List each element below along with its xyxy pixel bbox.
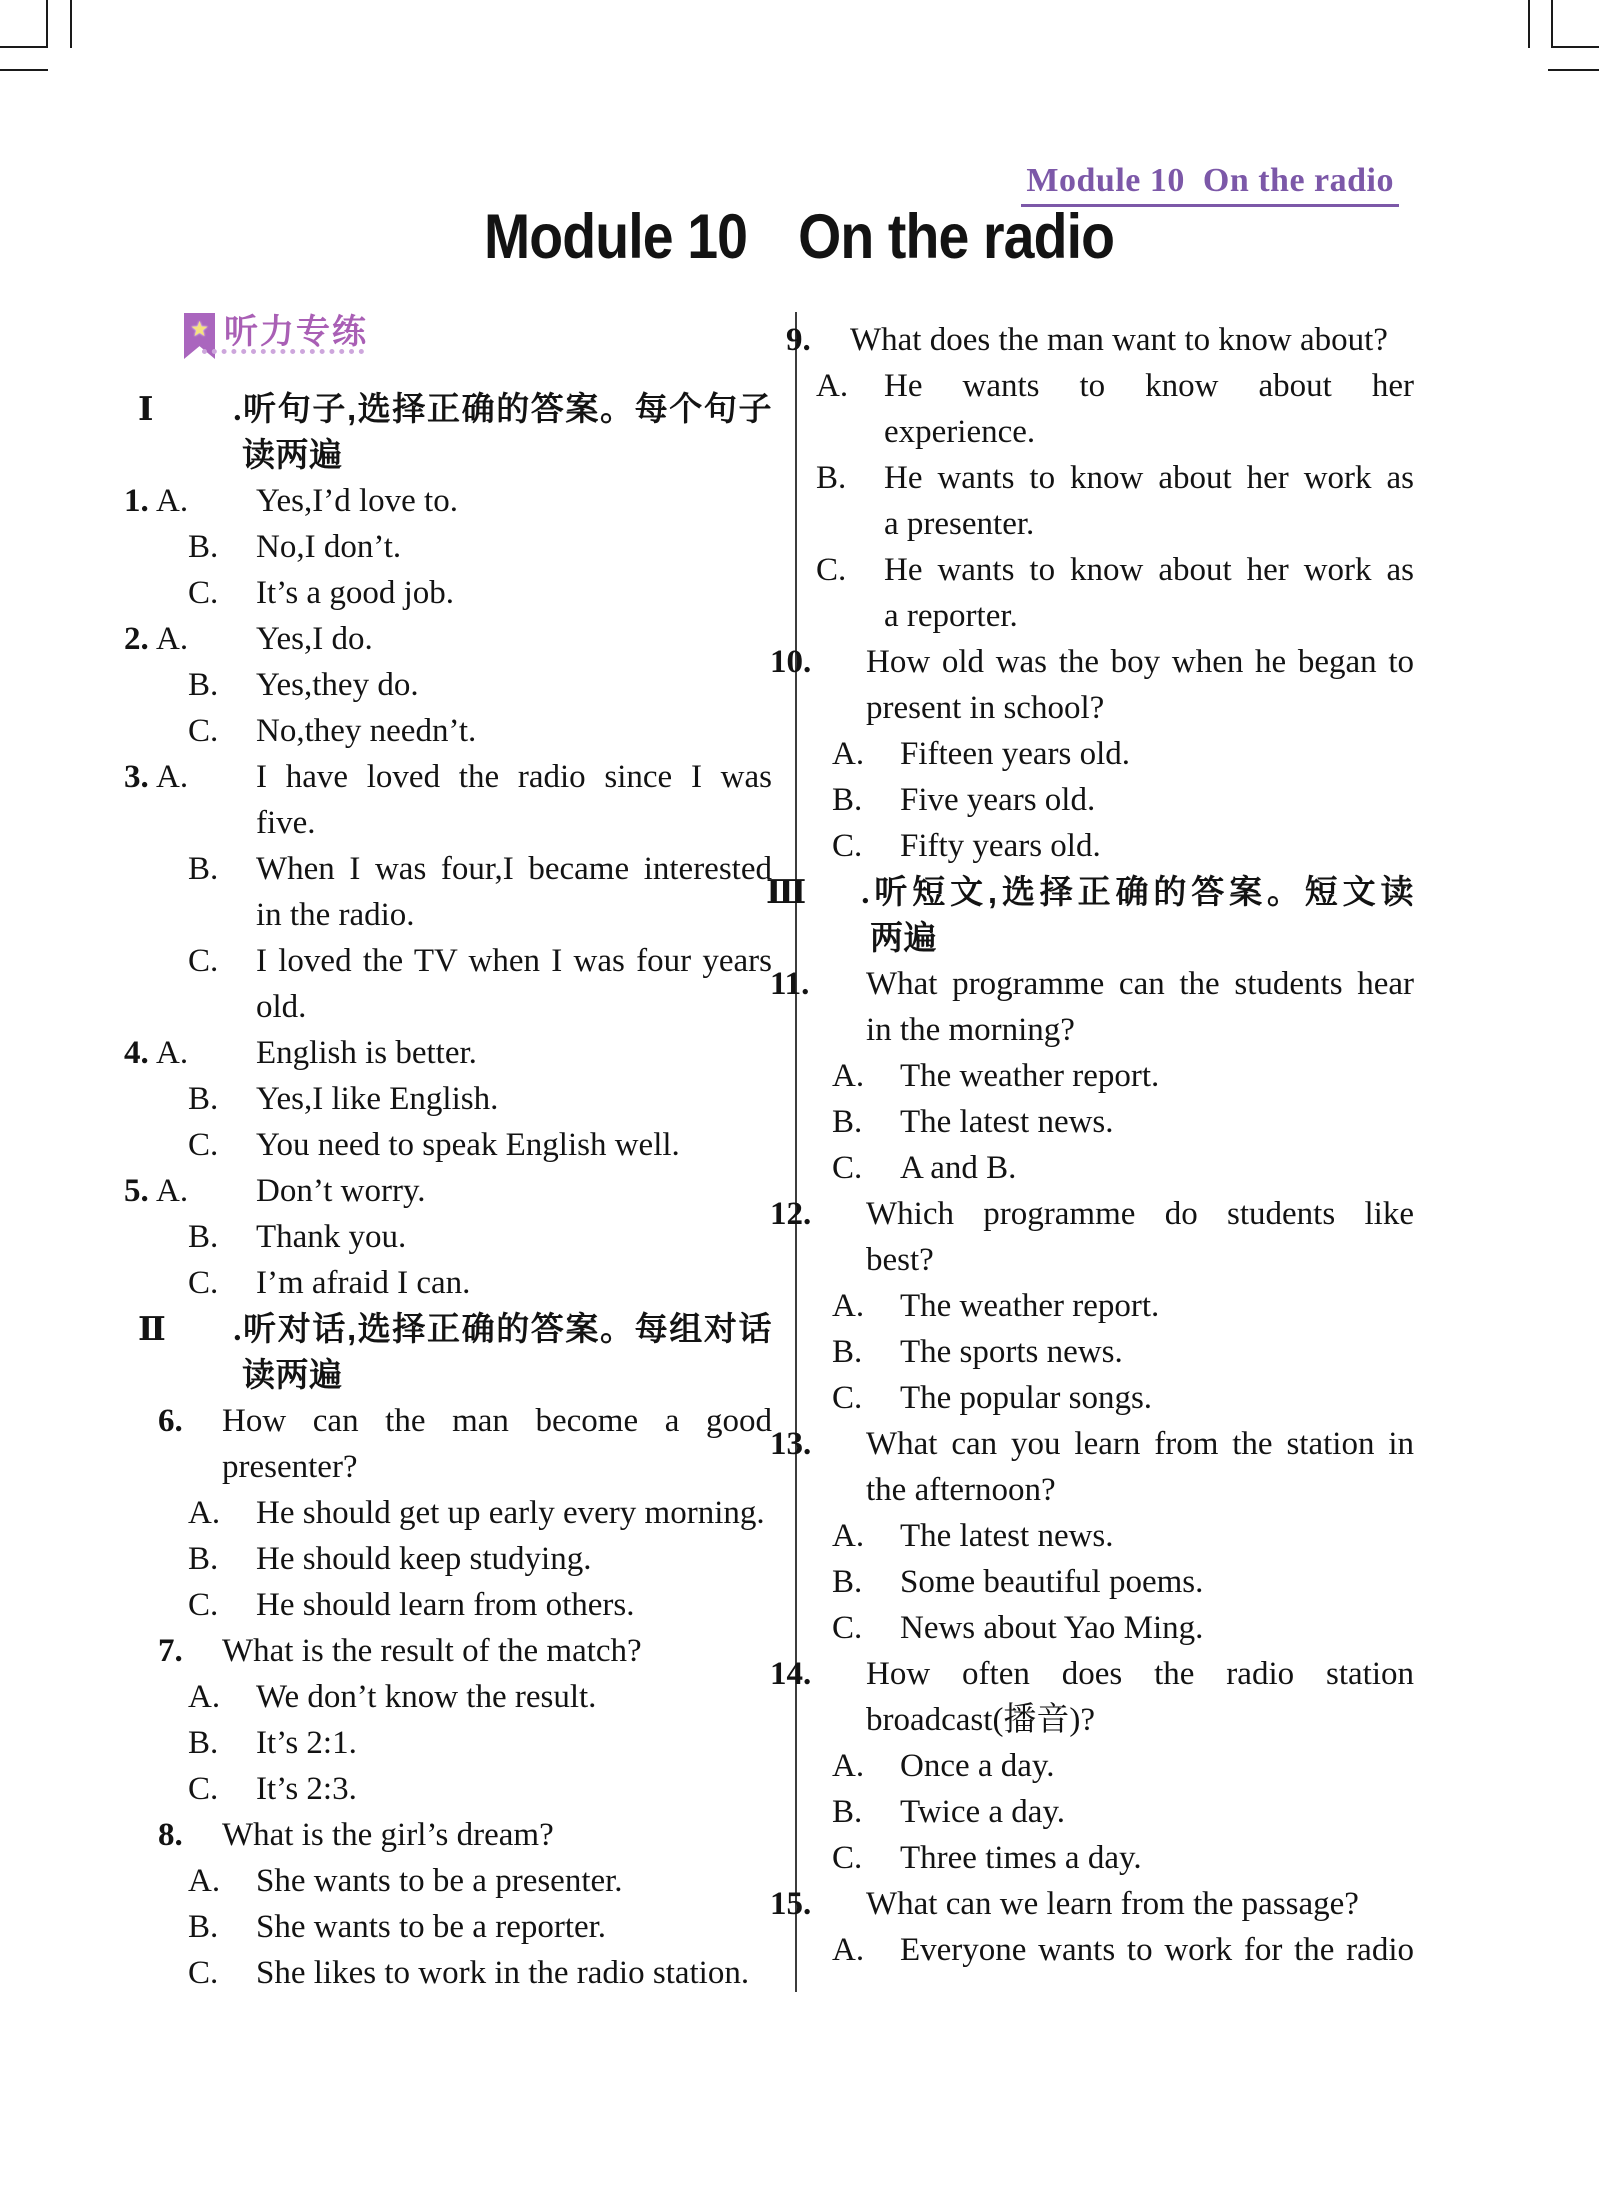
- question-option: [832, 1099, 1414, 1145]
- section-heading: [766, 869, 1414, 961]
- question-number: 13.: [770, 1426, 812, 1462]
- text-line: B. When I was four,I became interested: [256, 846, 772, 892]
- question-stem: [770, 639, 1414, 731]
- corner-mark: [1548, 69, 1599, 71]
- section-heading: [138, 386, 772, 478]
- corner-mark: [70, 0, 72, 48]
- choice-option: [188, 662, 772, 708]
- text-line: A. We don’t know the result.: [256, 1674, 772, 1720]
- title-text: [484, 192, 1114, 282]
- option-letter: C.: [188, 1127, 219, 1163]
- text-line: 8. What is the girl’s dream?: [222, 1812, 772, 1858]
- choice-option: [188, 938, 772, 1030]
- text-line: C. He should learn from others.: [256, 1582, 772, 1628]
- text-line: A. She wants to be a presenter.: [256, 1858, 772, 1904]
- option-letter: B.: [832, 1334, 863, 1370]
- text-line: B. Yes,I like English.: [256, 1076, 772, 1122]
- choice-option: [124, 754, 772, 846]
- question-stem: [770, 1881, 1414, 1927]
- choice-option: [124, 478, 772, 524]
- text-line: in the radio.: [256, 897, 415, 933]
- question-number: 11.: [770, 966, 810, 1002]
- text-line: 读两遍: [242, 436, 343, 473]
- text-line: best?: [866, 1242, 934, 1278]
- question-option: [188, 1904, 772, 1950]
- title-topic: On the radio: [798, 202, 1115, 272]
- option-letter: A.: [156, 483, 189, 519]
- text-line: B. No,I don’t.: [256, 524, 772, 570]
- corner-mark: [46, 0, 48, 48]
- text-line: 两遍: [870, 919, 937, 956]
- text-line: 12. Which programme do students like: [866, 1191, 1414, 1237]
- question-number: 7.: [158, 1633, 183, 1669]
- text-line: A. The weather report.: [900, 1283, 1414, 1329]
- option-letter: B.: [188, 1909, 219, 1945]
- text-line: 2. A. Yes,I do.: [256, 616, 772, 662]
- text-line: Ⅲ.听短文,选择正确的答案。短文读: [870, 869, 1414, 915]
- text-line: 4. A. English is better.: [256, 1030, 772, 1076]
- question-stem: [770, 961, 1414, 1053]
- question-number: 12.: [770, 1196, 812, 1232]
- corner-mark: [0, 69, 48, 71]
- text-line: C. I’m afraid I can.: [256, 1260, 772, 1306]
- option-letter: A.: [188, 1495, 221, 1531]
- text-line: B. Thank you.: [256, 1214, 772, 1260]
- question-number: 10.: [770, 644, 812, 680]
- option-letter: A.: [832, 1058, 865, 1094]
- text-line: old.: [256, 989, 307, 1025]
- question-option: [188, 1720, 772, 1766]
- section-numeral: Ⅱ.: [138, 1312, 242, 1348]
- text-line: presenter?: [222, 1449, 358, 1485]
- text-line: 13. What can you learn from the station in: [866, 1421, 1414, 1467]
- option-letter: C.: [188, 1955, 219, 1991]
- question-stem: [770, 1421, 1414, 1513]
- text-line: C. Fifty years old.: [900, 823, 1414, 869]
- option-letter: C.: [188, 943, 219, 979]
- left-column-content: [124, 386, 772, 1996]
- question-option: [832, 823, 1414, 869]
- choice-option: [188, 1214, 772, 1260]
- text-line: C. It’s 2:3.: [256, 1766, 772, 1812]
- option-letter: A.: [156, 1035, 189, 1071]
- text-line: A. He should get up early every morning.: [256, 1490, 772, 1536]
- text-line: B. It’s 2:1.: [256, 1720, 772, 1766]
- right-column: [766, 317, 1414, 1973]
- option-letter: A.: [832, 736, 865, 772]
- text-line: five.: [256, 805, 316, 841]
- option-letter: B.: [832, 1794, 863, 1830]
- option-letter: B.: [188, 1081, 219, 1117]
- choice-option: [188, 708, 772, 754]
- option-letter: C.: [188, 1771, 219, 1807]
- option-letter: A.: [188, 1863, 221, 1899]
- text-line: C. News about Yao Ming.: [900, 1605, 1414, 1651]
- question-option: [832, 1927, 1414, 1973]
- corner-mark: [0, 46, 48, 48]
- text-line: 14. How often does the radio station: [866, 1651, 1414, 1697]
- question-number: 15.: [770, 1886, 812, 1922]
- choice-option: [124, 616, 772, 662]
- text-line: A. The latest news.: [900, 1513, 1414, 1559]
- question-option: [832, 777, 1414, 823]
- text-line: Ⅰ.听句子,选择正确的答案。每个句子: [242, 386, 772, 432]
- choice-option: [124, 1168, 772, 1214]
- text-line: broadcast(播音)?: [866, 1702, 1096, 1738]
- text-line: B. The sports news.: [900, 1329, 1414, 1375]
- option-letter: B.: [188, 529, 219, 565]
- question-number: 5.: [124, 1173, 149, 1209]
- section-numeral: Ⅰ.: [138, 392, 242, 428]
- question-option: [832, 1329, 1414, 1375]
- column-divider: [795, 312, 797, 1992]
- choice-option: [188, 1260, 772, 1306]
- text-line: B. Yes,they do.: [256, 662, 772, 708]
- text-line: 11. What programme can the students hear: [866, 961, 1414, 1007]
- text-line: B. Twice a day.: [900, 1789, 1414, 1835]
- question-option: [188, 1582, 772, 1628]
- option-letter: B.: [188, 1725, 219, 1761]
- text-line: C. She likes to work in the radio station.: [256, 1950, 772, 1996]
- question-option: [832, 1513, 1414, 1559]
- question-stem: [770, 1651, 1414, 1743]
- text-line: the afternoon?: [866, 1472, 1056, 1508]
- choice-option: [188, 1122, 772, 1168]
- option-letter: A.: [832, 1288, 865, 1324]
- question-number: 2.: [124, 621, 149, 657]
- option-letter: A.: [188, 1679, 221, 1715]
- choice-option: [124, 1030, 772, 1076]
- text-line: 6. How can the man become a good: [222, 1398, 772, 1444]
- question-option: [816, 363, 1414, 455]
- text-line: a presenter.: [884, 506, 1035, 542]
- text-line: A. Fifteen years old.: [900, 731, 1414, 777]
- question-option: [832, 731, 1414, 777]
- option-letter: C.: [188, 1587, 219, 1623]
- option-letter: C.: [188, 1265, 219, 1301]
- option-letter: A.: [156, 1173, 189, 1209]
- question-option: [832, 1053, 1414, 1099]
- question-option: [816, 455, 1414, 547]
- question-number: 6.: [158, 1403, 183, 1439]
- question-option: [188, 1950, 772, 1996]
- question-option: [832, 1605, 1414, 1651]
- option-letter: C.: [816, 552, 847, 588]
- text-line: B. The latest news.: [900, 1099, 1414, 1145]
- section-heading: [138, 1306, 772, 1398]
- question-option: [832, 1743, 1414, 1789]
- question-stem: [158, 1398, 772, 1490]
- option-letter: B.: [188, 1219, 219, 1255]
- text-line: C. Three times a day.: [900, 1835, 1414, 1881]
- option-letter: C.: [188, 713, 219, 749]
- option-letter: C.: [188, 575, 219, 611]
- option-letter: A.: [832, 1932, 865, 1968]
- option-letter: A.: [832, 1518, 865, 1554]
- corner-mark: [1528, 0, 1530, 48]
- question-number: 14.: [770, 1656, 812, 1692]
- choice-option: [188, 1076, 772, 1122]
- text-line: C. No,they needn’t.: [256, 708, 772, 754]
- text-line: B. She wants to be a reporter.: [256, 1904, 772, 1950]
- listening-practice-badge: [190, 313, 772, 357]
- choice-option: [188, 570, 772, 616]
- text-line: C. He wants to know about her work as: [884, 547, 1414, 593]
- option-letter: A.: [156, 621, 189, 657]
- text-line: 9. What does the man want to know about?: [850, 317, 1414, 363]
- question-option: [188, 1674, 772, 1720]
- option-letter: B.: [832, 1104, 863, 1140]
- text-line: 15. What can we learn from the passage?: [866, 1881, 1414, 1927]
- corner-mark: [1551, 0, 1553, 48]
- option-letter: B.: [188, 851, 219, 887]
- question-option: [832, 1559, 1414, 1605]
- question-stem: [770, 1191, 1414, 1283]
- text-line: A. He wants to know about her: [884, 363, 1414, 409]
- option-letter: C.: [832, 1610, 863, 1646]
- text-line: B. He wants to know about her work as: [884, 455, 1414, 501]
- question-number: 8.: [158, 1817, 183, 1853]
- text-line: C. A and B.: [900, 1145, 1414, 1191]
- text-line: present in school?: [866, 690, 1105, 726]
- question-option: [832, 1145, 1414, 1191]
- question-number: 1.: [124, 483, 149, 519]
- question-option: [832, 1835, 1414, 1881]
- question-option: [816, 547, 1414, 639]
- question-option: [188, 1766, 772, 1812]
- option-letter: B.: [188, 667, 219, 703]
- option-letter: B.: [816, 460, 847, 496]
- text-line: experience.: [884, 414, 1036, 450]
- text-line: B. He should keep studying.: [256, 1536, 772, 1582]
- question-stem: [786, 317, 1414, 363]
- badge-label: 听力专练: [224, 313, 368, 351]
- left-column: [124, 313, 772, 1996]
- text-line: 3. A. I have loved the radio since I was: [256, 754, 772, 800]
- question-option: [832, 1375, 1414, 1421]
- option-letter: C.: [832, 1840, 863, 1876]
- option-letter: C.: [832, 1150, 863, 1186]
- corner-mark: [1551, 46, 1599, 48]
- text-line: 10. How old was the boy when he began to: [866, 639, 1414, 685]
- question-option: [832, 1283, 1414, 1329]
- text-line: 读两遍: [242, 1356, 343, 1393]
- text-line: C. The popular songs.: [900, 1375, 1414, 1421]
- text-line: in the morning?: [866, 1012, 1075, 1048]
- option-letter: A.: [156, 759, 189, 795]
- question-number: 4.: [124, 1035, 149, 1071]
- choice-option: [188, 846, 772, 938]
- page-header: Module 10 On the radio: [1021, 162, 1399, 207]
- option-letter: A.: [832, 1748, 865, 1784]
- text-line: B. Some beautiful poems.: [900, 1559, 1414, 1605]
- text-line: Ⅱ.听对话,选择正确的答案。每组对话: [242, 1306, 772, 1352]
- option-letter: B.: [832, 1564, 863, 1600]
- title-module: Module 10: [484, 202, 748, 272]
- option-letter: B.: [832, 782, 863, 818]
- option-letter: B.: [188, 1541, 219, 1577]
- text-line: A. Once a day.: [900, 1743, 1414, 1789]
- text-line: C. I loved the TV when I was four years: [256, 938, 772, 984]
- text-line: C. It’s a good job.: [256, 570, 772, 616]
- text-line: A. The weather report.: [900, 1053, 1414, 1099]
- choice-option: [188, 524, 772, 570]
- section-numeral: Ⅲ.: [766, 875, 870, 911]
- dotted-underline: [202, 349, 364, 354]
- text-line: A. Everyone wants to work for the radio: [900, 1927, 1414, 1973]
- question-option: [188, 1490, 772, 1536]
- text-line: 1. A. Yes,I’d love to.: [256, 478, 772, 524]
- text-line: 5. A. Don’t worry.: [256, 1168, 772, 1214]
- question-option: [188, 1858, 772, 1904]
- star-icon: ★: [190, 317, 209, 341]
- option-letter: C.: [832, 1380, 863, 1416]
- right-column-content: [766, 317, 1414, 1973]
- question-option: [832, 1789, 1414, 1835]
- page-title: [0, 192, 1599, 282]
- question-stem: [158, 1812, 772, 1858]
- text-line: 7. What is the result of the match?: [222, 1628, 772, 1674]
- text-line: a reporter.: [884, 598, 1018, 634]
- question-stem: [158, 1628, 772, 1674]
- question-number: 3.: [124, 759, 149, 795]
- option-letter: A.: [816, 368, 849, 404]
- text-line: C. You need to speak English well.: [256, 1122, 772, 1168]
- question-option: [188, 1536, 772, 1582]
- question-number: 9.: [786, 322, 811, 358]
- text-line: B. Five years old.: [900, 777, 1414, 823]
- option-letter: C.: [832, 828, 863, 864]
